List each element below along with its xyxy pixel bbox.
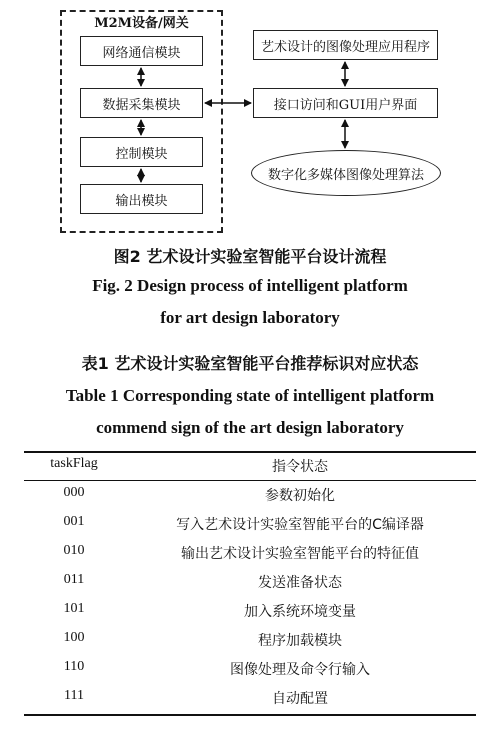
table-row bbox=[0, 485, 500, 513]
figure-caption-en-line2: for art design laboratory bbox=[160, 308, 340, 327]
table-row bbox=[0, 543, 500, 571]
table-caption-cn: 表1 艺术设计实验室智能平台推荐标识对应状态 bbox=[81, 354, 419, 373]
art-image-app: 艺术设计的图像处理应用程序 bbox=[253, 30, 438, 60]
row-state: 写入艺术设计实验室智能平台的C编译器 bbox=[176, 517, 424, 533]
row-flag: 000 bbox=[63, 485, 85, 500]
row-flag: 011 bbox=[63, 572, 85, 587]
module-data-collection: 数据采集模块 bbox=[80, 88, 203, 118]
row-flag: 001 bbox=[63, 514, 85, 529]
table-row bbox=[0, 572, 500, 600]
row-state: 加入系统环境变量 bbox=[244, 604, 356, 620]
image-algorithm-ellipse: 数字化多媒体图像处理算法 bbox=[251, 150, 441, 196]
row-flag: 110 bbox=[63, 659, 85, 674]
row-flag: 010 bbox=[63, 543, 85, 558]
row-flag: 101 bbox=[63, 601, 85, 616]
table-row bbox=[0, 659, 500, 687]
table-caption-en-line2: commend sign of the art design laboratory bbox=[96, 418, 404, 437]
figure-caption-en-line1: Fig. 2 Design process of intelligent platform bbox=[92, 276, 408, 295]
group-title: M2M设备/网关 bbox=[94, 16, 189, 31]
module-control: 控制模块 bbox=[80, 137, 203, 167]
table-header-rule bbox=[24, 480, 476, 481]
table-top-rule bbox=[24, 451, 476, 453]
row-state: 发送准备状态 bbox=[258, 575, 342, 591]
module-network: 网络通信模块 bbox=[80, 36, 203, 66]
row-state: 自动配置 bbox=[272, 691, 328, 707]
table-row bbox=[0, 514, 500, 542]
module-output: 输出模块 bbox=[80, 184, 203, 214]
row-flag: 100 bbox=[63, 630, 85, 645]
row-state: 程序加载模块 bbox=[258, 633, 342, 649]
header-taskflag: taskFlag bbox=[50, 456, 98, 471]
row-state: 输出艺术设计实验室智能平台的特征值 bbox=[181, 546, 419, 562]
row-flag: 111 bbox=[64, 688, 84, 703]
table-caption-en-line1: Table 1 Corresponding state of intelligent platform bbox=[65, 386, 435, 405]
diagram-arrows bbox=[0, 0, 500, 240]
row-state: 参数初始化 bbox=[265, 488, 335, 504]
figure-caption-cn: 图2 艺术设计实验室智能平台设计流程 bbox=[113, 247, 387, 266]
interface-gui: 接口访问和GUI用户界面 bbox=[253, 88, 438, 118]
table-row bbox=[0, 601, 500, 629]
table-bottom-rule bbox=[24, 714, 476, 716]
row-state: 图像处理及命令行输入 bbox=[230, 662, 370, 678]
table-row bbox=[0, 630, 500, 658]
header-command-state: 指令状态 bbox=[272, 459, 328, 475]
table-row bbox=[0, 688, 500, 716]
